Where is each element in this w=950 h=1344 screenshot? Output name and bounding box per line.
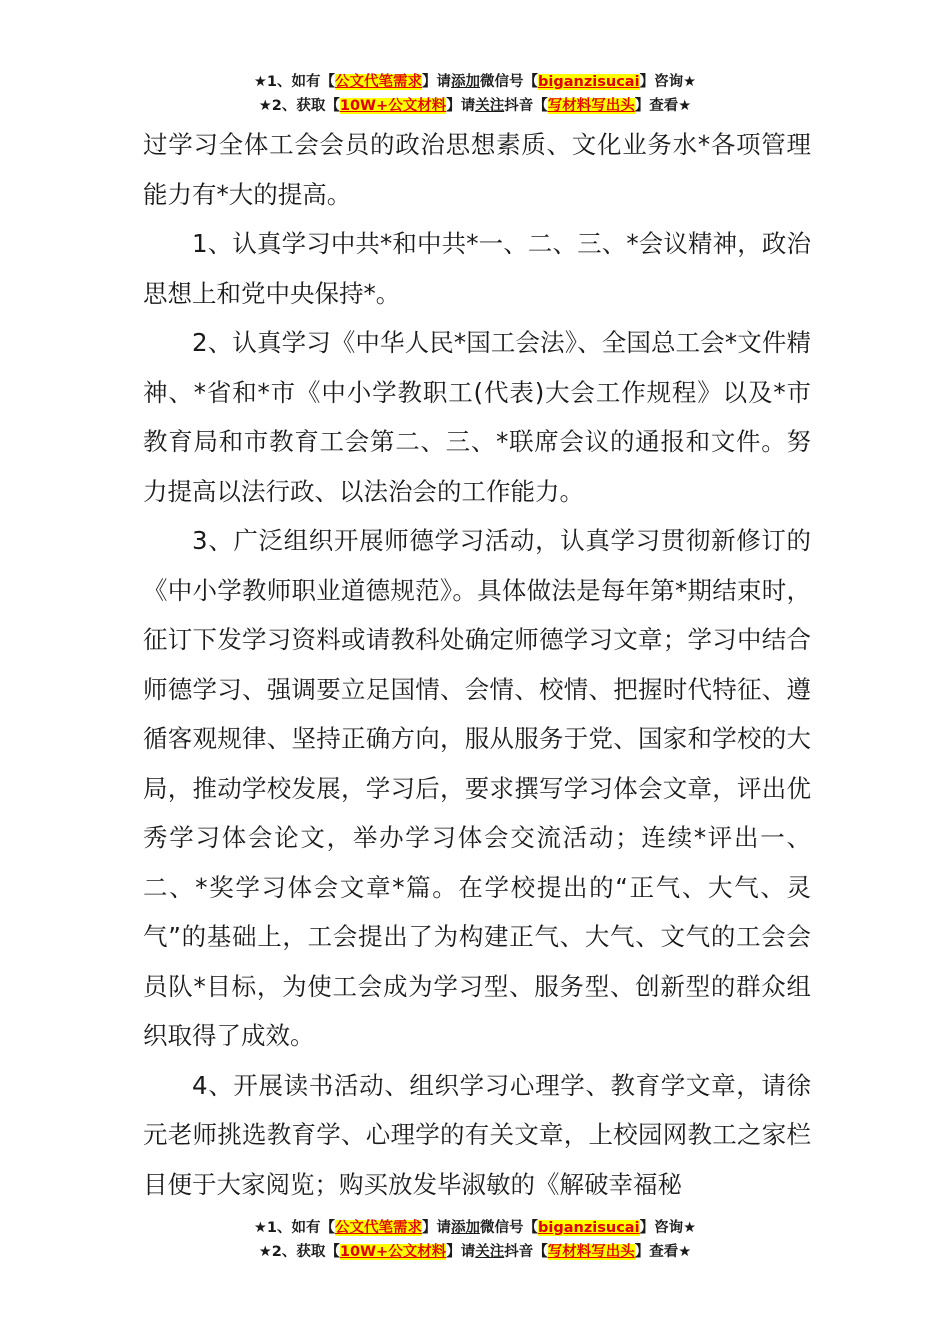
promo-text: ★2、获取【	[258, 1244, 340, 1260]
promo-text: 】咨询★	[639, 74, 697, 90]
promo-underline: 添加	[451, 74, 481, 90]
promo-highlight: 10W+公文材料	[339, 98, 447, 114]
promo-text: 】查看★	[634, 1244, 692, 1260]
promo-douyin-name: 写材料写出头	[547, 98, 635, 114]
promo-highlight: 公文代笔需求	[335, 1220, 423, 1236]
promo-text: 抖音【	[504, 98, 548, 114]
promo-highlight: 10W+公文材料	[339, 1244, 447, 1260]
paragraph-item-2: 2、认真学习《中华人民*国工会法》、全国总工会*文件精神、*省和*市《中小学教职工(代表)大会工作规程》以及*市教育局和市教育工会第二、三、*联席会议的通报和文件。努力提高以法行政、以法治会的工作能力。	[143, 328, 811, 506]
promo-text: 】查看★	[634, 98, 692, 114]
promo-wechat-id: biganzisucai	[538, 74, 640, 90]
promo-text: 】请	[422, 74, 452, 90]
promo-text: 微信号【	[480, 74, 539, 90]
promo-line-1	[0, 1216, 950, 1240]
promo-text: ★2、获取【	[258, 98, 340, 114]
document-body	[143, 120, 811, 1209]
promo-text: 】请	[422, 1220, 452, 1236]
promo-wechat-id: biganzisucai	[538, 1220, 640, 1236]
promo-line-2	[0, 94, 950, 118]
promo-line-1	[0, 70, 950, 94]
paragraph-item-1: 1、认真学习中共*和中共*一、二、三、*会议精神，政治思想上和党中央保持*。	[143, 229, 811, 308]
promo-highlight: 公文代笔需求	[335, 74, 423, 90]
promo-text: 】咨询★	[639, 1220, 697, 1236]
promo-douyin-name: 写材料写出头	[547, 1244, 635, 1260]
paragraph-item-4: 4、开展读书活动、组织学习心理学、教育学文章，请徐元老师挑选教育学、心理学的有关文章，上校园网教工之家栏目便于大家阅览；购买放发毕淑敏的《解破幸福秘	[143, 1070, 811, 1199]
header-promo-banner	[0, 70, 950, 118]
paragraph-continued: 过学习全体工会会员的政治思想素质、文化业务水*各项管理能力有*大的提高。	[143, 130, 811, 209]
promo-text: 微信号【	[480, 1220, 539, 1236]
promo-text: 】请	[446, 1244, 476, 1260]
promo-text: ★1、如有【	[253, 74, 336, 90]
footer-promo-banner	[0, 1216, 950, 1264]
promo-line-2	[0, 1240, 950, 1264]
promo-text: 】请	[446, 98, 476, 114]
promo-text: 抖音【	[504, 1244, 548, 1260]
promo-underline: 添加	[451, 1220, 481, 1236]
promo-underline: 关注	[475, 1244, 505, 1260]
promo-text: ★1、如有【	[253, 1220, 336, 1236]
paragraph-item-3: 3、广泛组织开展师德学习活动，认真学习贯彻新修订的《中小学教师职业道德规范》。具体做法是每年第*期结束时，征订下发学习资料或请教科处确定师德学习文章；学习中结合师德学习、强调要立足国情、会情、校情、把握时代特征、遵循客观规律、坚持正确方向，服从服务于党、国家和学校的大局，推动学校发展，学习后，要求撰写学习体会文章，评出优秀学习体会论文，举办学习体会交流活动；连续*评出一、二、*奖学习体会文章*篇。在学校提出的“正气、大气、灵气”的基础上，工会提出了为构建正气、大气、文气的工会会员队*目标，为使工会成为学习型、服务型、创新型的群众组织取得了成效。	[143, 526, 811, 1050]
promo-underline: 关注	[475, 98, 505, 114]
